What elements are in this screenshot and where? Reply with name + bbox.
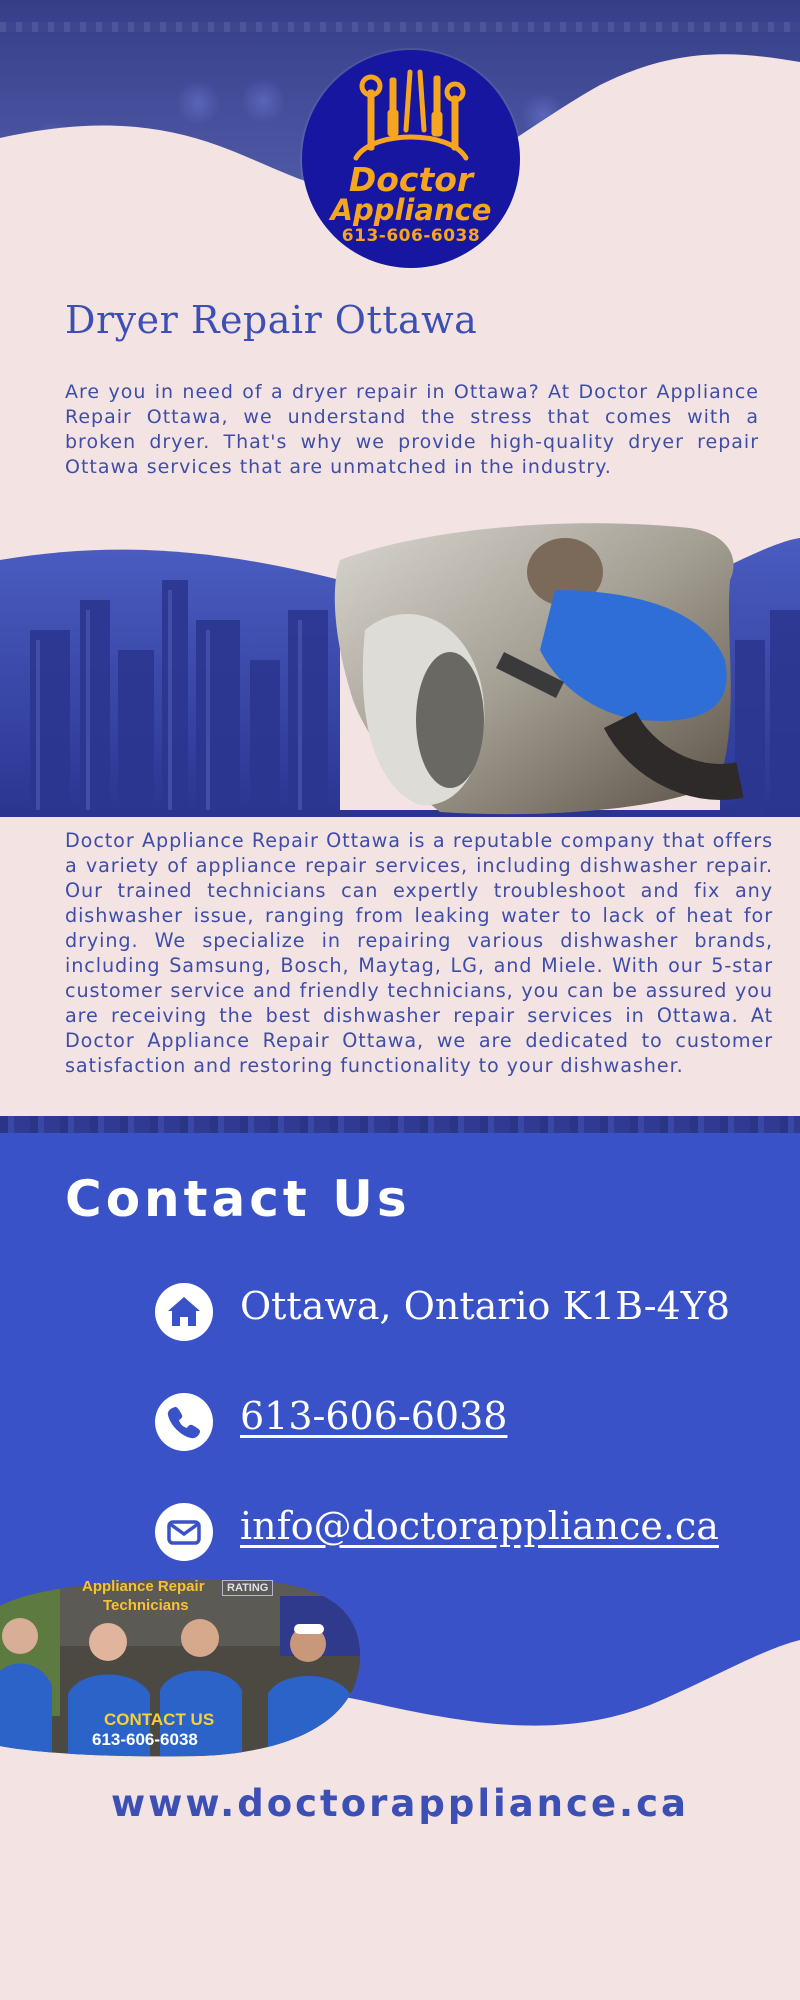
home-icon — [155, 1283, 213, 1341]
contact-phone[interactable] — [150, 1388, 770, 1458]
rating-badge: RATING — [222, 1580, 273, 1596]
city-skyline-illustration — [0, 520, 800, 817]
contact-address — [150, 1278, 770, 1348]
mail-icon — [155, 1503, 213, 1561]
contact-email[interactable] — [150, 1498, 770, 1568]
page-title: Dryer Repair Ottawa — [65, 298, 478, 342]
team-contact-cta[interactable]: CONTACT US — [104, 1710, 215, 1729]
phone-link[interactable]: 613-606-6038 — [240, 1394, 508, 1438]
team-heading-line-2: Technicians — [103, 1597, 189, 1614]
logo-line-2: Appliance — [330, 193, 492, 227]
intro-paragraph: Are you in need of a dryer repair in Ottawa? At Doctor Appliance Repair Ottawa, we understand the stress that comes with a broken dryer. That's why we provide high-quality dryer repair Ottawa services that are unmatched in the industry. — [65, 381, 759, 478]
contact-divider-strip — [0, 1116, 800, 1133]
email-link[interactable]: info@doctorappliance.ca — [240, 1504, 719, 1548]
phone-icon — [155, 1393, 213, 1451]
team-cta-phone[interactable]: 613-606-6038 — [92, 1730, 198, 1749]
brand-logo[interactable] — [302, 50, 520, 268]
logo-line-1: Doctor — [348, 160, 474, 199]
logo-phone: 613-606-6038 — [341, 226, 481, 246]
details-paragraph: Doctor Appliance Repair Ottawa is a reputable company that offers a variety of appliance repair services, including dishwasher repair. Our trained technicians can expertly troubleshoot and fix any dishwasher issue, ranging from leaking water to lack of heat for drying. We specialize in repairing various dishwasher brands, including Samsung, Bosch, Maytag, LG, and Miele. With our 5-star customer service and friendly technicians, you can be assured you are receiving the best dishwasher repair services in Ottawa. At Doctor Appliance Repair Ottawa, we are dedicated to customer satisfaction and restoring functionality to your dishwasher. — [65, 829, 773, 1077]
team-heading-line-1: Appliance Repair — [82, 1578, 205, 1595]
city-photo-band — [0, 520, 800, 817]
contact-title: Contact Us — [65, 1170, 411, 1228]
website-link[interactable]: www.doctorappliance.ca — [110, 1782, 690, 1825]
address-text: Ottawa, Ontario K1B-4Y8 — [240, 1284, 730, 1328]
